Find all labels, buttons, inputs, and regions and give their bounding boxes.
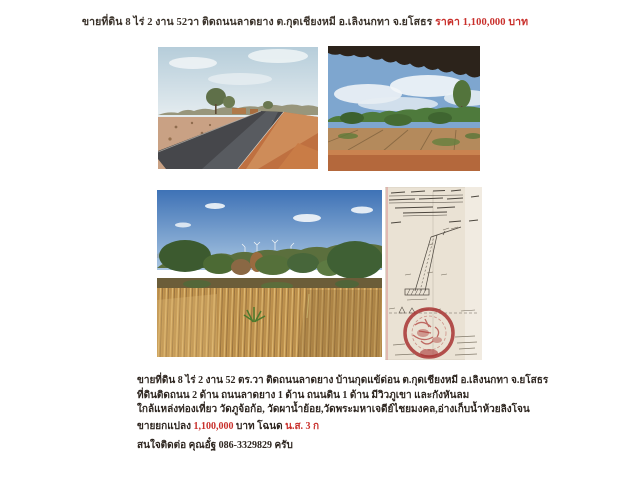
document-land-deed [385, 187, 482, 360]
photo-dirt-road-field [328, 46, 480, 171]
sale-price: 1,100,000 [193, 421, 234, 432]
contact-line: สนใจติดต่อ คุณอั๋ฐ 086-3329829 ครับ [137, 440, 293, 451]
deed-label: บาท โฉนด [233, 421, 286, 432]
deed-type: น.ส. 3 ก [285, 421, 320, 432]
photo-paved-road [158, 47, 318, 169]
desc-line-4 [137, 419, 319, 434]
listing-headline [0, 13, 610, 30]
photo-grassland [157, 190, 382, 357]
headline-price: ราคา 1,100,000 บาท [435, 17, 529, 28]
sale-label: ขายยกแปลง [137, 421, 194, 432]
desc-line-3: ใกล้แหล่งท่องเที่ยว วัดภูจ้อก้อ, วัดผาน้ำย้อย,วัดพระมหาเจดีย์ไชยมงคล,อ่างเก็บน้ำห้วยลิงโจน [137, 404, 530, 415]
headline-text: ขายที่ดิน 8 ไร่ 2 งาน 52วา ติดถนนลาดยาง ต.กุดเชียงหมี อ.เลิงนกทา จ.ยโสธร [81, 17, 436, 28]
desc-line-1: ขายที่ดิน 8 ไร่ 2 งาน 52 ตร.วา ติดถนนลาดยาง บ้านกุดแข้ด่อน ต.กุดเชียงหมี อ.เลิงนกทา จ.ยโสธร [137, 375, 549, 386]
tall-tree [453, 80, 471, 108]
desc-line-2: ที่ดินติดถนน 2 ด้าน ถนนลาดยาง 1 ด้าน ถนนดิน 1 ด้าน มีวิวภูเขา และกังหันลม [137, 390, 470, 401]
